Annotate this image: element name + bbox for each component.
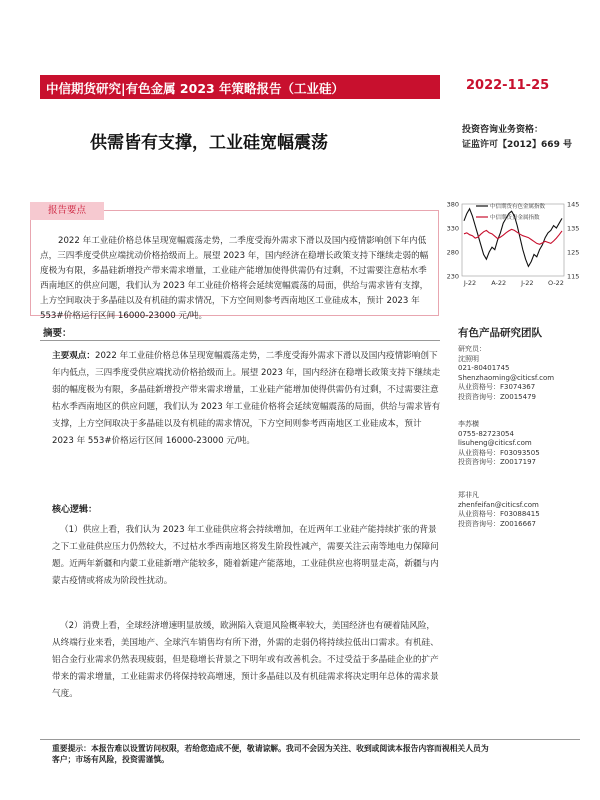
disclaimer-line-1: 重要提示：本报告难以设置访问权限，若给您造成不便，敬请谅解。我司不会因为关注、收到或阅读本报告内容而视相关人员为 [52,744,489,753]
main-view-label: 主要观点： [52,351,95,361]
license-line-2: 证监许可【2012】669 号 [462,140,572,150]
main-view-paragraph [52,348,442,450]
abstract-label: 摘要： [43,328,72,339]
analyst-cert-1: 从业资格号：F3074367 [458,383,536,391]
x-tick-label: J-22 [463,279,477,287]
abstract-divider [40,340,440,341]
disclaimer-divider [40,739,580,740]
analyst-email: lisuheng@citicsf.com [458,439,532,447]
analyst-cert-2: 投资咨询号：Z0015479 [458,392,536,401]
x-tick-label: J-22 [521,279,534,287]
summary-tag: 报告要点 [30,202,104,220]
disclaimer [52,743,592,765]
demand-paragraph: （2）消费上看，全球经济增速明显放缓，欧洲陷入衰退风险概率较大，美国经济也有硬着陆风险，从终端行业来看，美国地产、全球汽车销售均有所下滑，外需的走弱仍将持续拉低出口需求。有机硅、铝合金行业需求仍然表现疲弱，但是稳增长背景之下明年或有改善机会。不过受益于多晶硅企业的扩产带来的需求增量，工业硅需求仍将保持较高增速，预计多晶硅以及有机硅需求将决定明年总体的需求景气度。 [52,621,439,699]
analyst-cert-1: 从业资格号：F03093505 [458,448,540,457]
analyst-name: 沈照明 [458,354,479,363]
report-header-title: 中信期货研究|有色金属 2023 年策略报告（工业硅） [46,81,345,96]
analyst-cert-2: 投资咨询号：Z0017197 [458,458,536,466]
y-right-tick-label: 145 [567,200,580,209]
series-line-2 [464,229,562,244]
report-date: 2022-11-25 [466,78,550,93]
summary-text: 2022 年工业硅价格总体呈现宽幅震荡走势，二季度受海外需求下滑以及国内疫情影响创下年内低点，三四季度受供应端扰动价格拾级而上。展望 2023 年，国内经济在稳增长政策支持下继续走弱的幅度极为有限，多晶硅新增投产带来需求增量，工业硅产能增加使得供需仍有过剩，不过需要注意枯水季西南地区的供应问题，我们认为 2023 年工业硅价格将会延续宽幅震荡的局面，供给与需求皆有支撑，上方空间取决于多晶硅以及有机硅的需求情况，下方空间则参考西南地区工业硅成本，预计 2023 年 553#价格运行区间 16000-23000 元/吨。 [40,236,429,321]
y-left-tick-label: 380 [446,200,459,209]
core-logic-label: 核心逻辑： [52,505,98,515]
analyst-1 [458,345,554,402]
analyst-phone: 0755-82723054 [458,429,514,438]
x-tick-label: A-22 [491,279,507,287]
analyst-name: 李苏横 [458,420,479,428]
analyst-email: zhenfeifan@citicsf.com [458,500,539,509]
analyst-cert-1: 从业资格号：F03088415 [458,510,540,518]
legend-label-2: 中信期货贵金属指数 [490,215,540,222]
y-right-tick-label: 115 [567,272,580,281]
y-right-tick-label: 125 [567,248,580,257]
analyst-2 [458,420,540,468]
y-left-tick-label: 280 [446,248,459,257]
team-title: 有色产品研究团队 [458,327,542,339]
y-right-tick-label: 135 [567,224,580,233]
supply-paragraph: （1）供应上看，我们认为 2023 年工业硅供应将会持续增加，在近两年工业硅产能持续扩张的背景之下工业硅供应压力仍然较大，不过枯水季西南地区将发生阶段性减产，需要关注云南等地电力保障问题。近两年新疆和内蒙工业硅新增产能较多，随着新建产能落地，工业硅供应也将明显走高，新疆与内蒙古疫情或将成为阶段性扰动。 [52,525,439,586]
x-tick-label: O-22 [548,279,564,287]
analyst-3 [458,491,540,529]
analyst-phone: 021-80401745 [458,364,510,372]
license-info [462,123,572,153]
index-chart [440,192,600,292]
page-title: 供需皆有支撑，工业硅宽幅震荡 [90,133,328,153]
analyst-name: 郑非凡 [458,491,479,499]
y-left-tick-label: 330 [446,224,459,233]
legend-label-1: 中信期货有色金属指数 [490,204,546,211]
analyst-cert-2: 投资咨询号：Z0016667 [458,519,536,528]
analyst-role: 研究员： [458,345,486,353]
analyst-email: Shenzhaoming@citicsf.com [458,373,555,382]
license-line-1: 投资咨询业务资格： [462,125,544,135]
main-view-text: 2022 年工业硅价格总体呈现宽幅震荡走势，二季度受海外需求下滑以及国内疫情影响创下年内低点，三四季度受供应端扰动价格拾级而上。展望 2023 年，国内经济在稳增长政策支持下继续走弱的幅度极为有限，多晶硅新增投产带来需求增量，工业硅产能增加使得供需仍有过剩，不过需要注意枯水季西南地区的供应问题，我们认为 2023 年工业硅价格将会延续宽幅震荡的局面，供给与需求皆有支撑，上方空间取决于多晶硅以及有机硅的需求情况，下方空间则参考西南地区工业硅成本，预计 2023 年 553#价格运行区间 16000-23000 元/吨。 [52,351,441,446]
disclaimer-line-2: 客户；市场有风险，投资需谨慎。 [52,755,169,764]
y-left-tick-label: 230 [446,272,459,281]
